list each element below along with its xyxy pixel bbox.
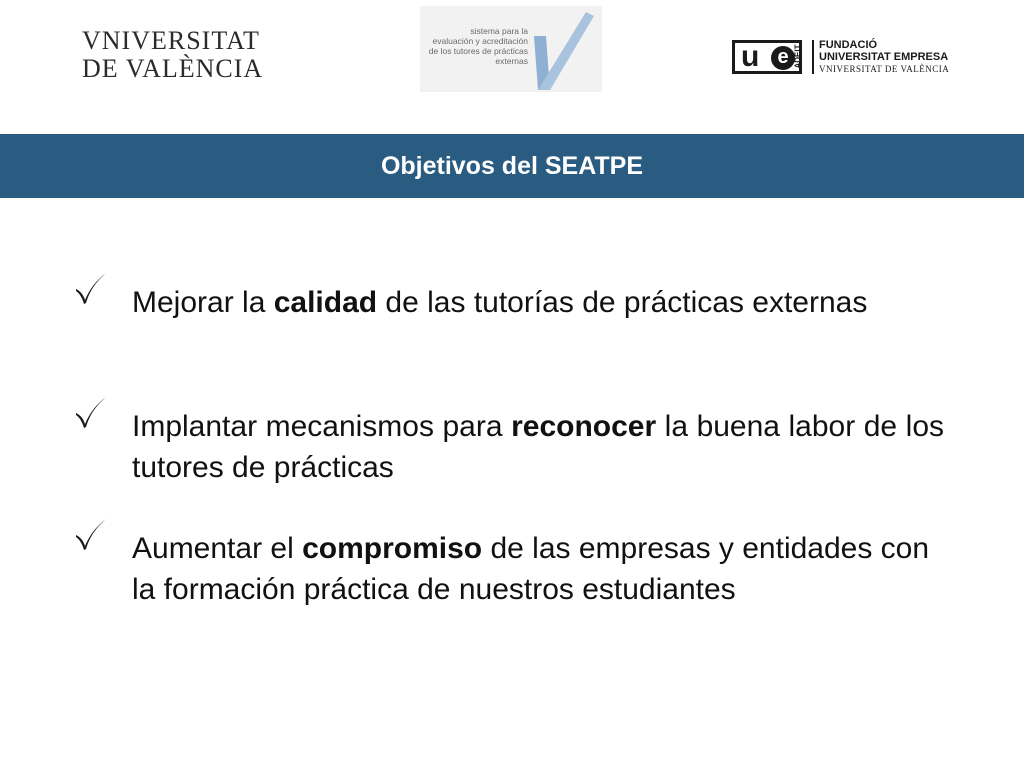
slide-title: Objetivos del SEATPE xyxy=(380,152,644,180)
seatpe-logo-text: sistema para la evaluación y acreditación de los tutores de prácticas externas xyxy=(428,26,528,66)
check-icon xyxy=(72,270,108,306)
bullet-keyword: reconocer xyxy=(511,410,657,443)
bullet-text-before: Implantar mecanismos para xyxy=(132,410,512,443)
fue-line1: FUNDACIÓ xyxy=(819,39,878,51)
fue-line3: VNIVERSITAT DE VALÈNCIA xyxy=(819,64,950,74)
adeit-label: ADEIT xyxy=(793,44,803,69)
check-icon xyxy=(72,394,108,430)
bullet-text-before: Mejorar la xyxy=(132,286,274,319)
check-icon xyxy=(72,516,108,552)
ue-mark-e: e xyxy=(771,46,795,70)
bullet-text xyxy=(132,528,944,610)
bullet-text-before: Aumentar el xyxy=(132,532,303,565)
bullet-text xyxy=(132,406,944,488)
uv-logo-line2: DE VALÈNCIA xyxy=(82,54,264,83)
bullet-text-after: de las tutorías de prácticas externas xyxy=(377,286,868,319)
bullet-text xyxy=(132,282,944,323)
ue-mark-u: u xyxy=(741,40,760,73)
bullet-text-after: de las empresas y entidades con la formación práctica de nuestros estudiantes xyxy=(132,532,930,606)
bullet-keyword: calidad xyxy=(273,286,378,319)
bullet-keyword: compromiso xyxy=(302,532,483,565)
fue-line2: UNIVERSITAT EMPRESA xyxy=(819,51,949,63)
uv-logo-line1: VNIVERSITAT xyxy=(82,26,260,55)
bullet-text-after: la buena labor de los tutores de prácticas xyxy=(132,410,944,484)
